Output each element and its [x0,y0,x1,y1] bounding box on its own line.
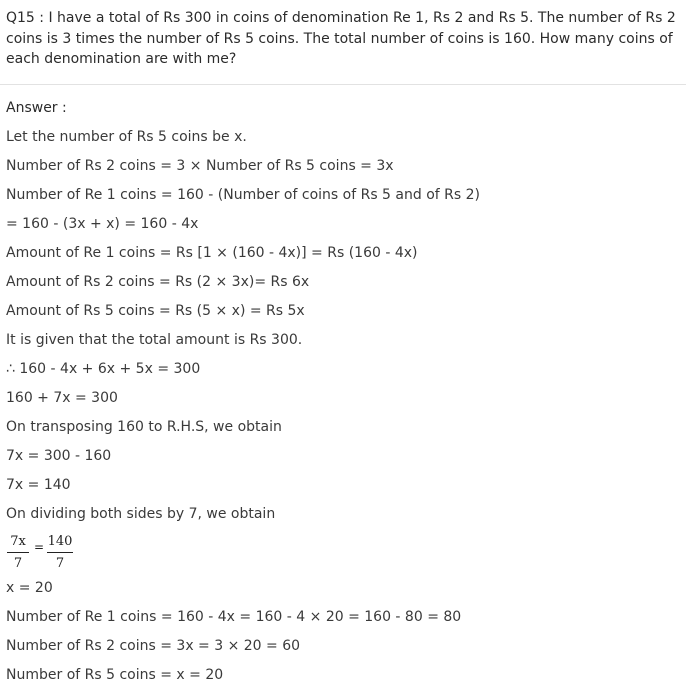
solution-line: Let the number of Rs 5 coins be x. [6,129,247,145]
solution-line: 7x = 140 [6,477,71,493]
divider [0,84,686,85]
solution-line: Number of Rs 2 coins = 3 × Number of Rs 5 coins = 3x [6,158,394,174]
question-text: Q15 : I have a total of Rs 300 in coins of denomination Re 1, Rs 2 and Rs 5. The number of Rs 2 coins is 3 times the number of Rs 5 coins. The total number of coins is 160. How many coins of each denomination are with me? [6,10,676,67]
fraction-right [47,533,73,573]
fraction-numerator: 7x [10,534,26,549]
solution-line: = 160 - (3x + x) = 160 - 4x [6,216,199,232]
fraction-bar [47,552,73,553]
solution-line: Amount of Rs 5 coins = Rs (5 × x) = Rs 5x [6,303,305,319]
solution-line: ∴ 160 - 4x + 6x + 5x = 300 [6,361,201,377]
fraction-left [7,533,29,573]
answer-heading: Answer : [6,100,67,116]
solution-line: It is given that the total amount is Rs 300. [6,332,303,348]
solution-line: Amount of Rs 2 coins = Rs (2 × 3x)= Rs 6x [6,274,310,290]
solution-line: Amount of Re 1 coins = Rs [1 × (160 - 4x)] = Rs (160 - 4x) [6,245,418,261]
solution-line: On dividing both sides by 7, we obtain [6,506,276,522]
fraction-numerator: 140 [47,534,73,549]
solution-line: Number of Re 1 coins = 160 - 4x = 160 - 4 × 20 = 160 - 80 = 80 [6,609,462,625]
solution-line: Number of Rs 2 coins = 3x = 3 × 20 = 60 [6,638,301,654]
solution-line: Number of Re 1 coins = 160 - (Number of coins of Rs 5 and of Rs 2) [6,187,480,203]
fraction-denominator: 7 [13,556,23,571]
solution-line: 7x = 300 - 160 [6,448,112,464]
solution-line: On transposing 160 to R.H.S, we obtain [6,419,282,435]
fraction-bar [7,552,29,553]
solution-line: 160 + 7x = 300 [6,390,118,406]
fraction-denominator: 7 [55,556,65,571]
equals-sign: = [34,540,45,554]
solution-line: x = 20 [6,580,53,596]
solution-line: Number of Rs 5 coins = x = 20 [6,667,224,683]
